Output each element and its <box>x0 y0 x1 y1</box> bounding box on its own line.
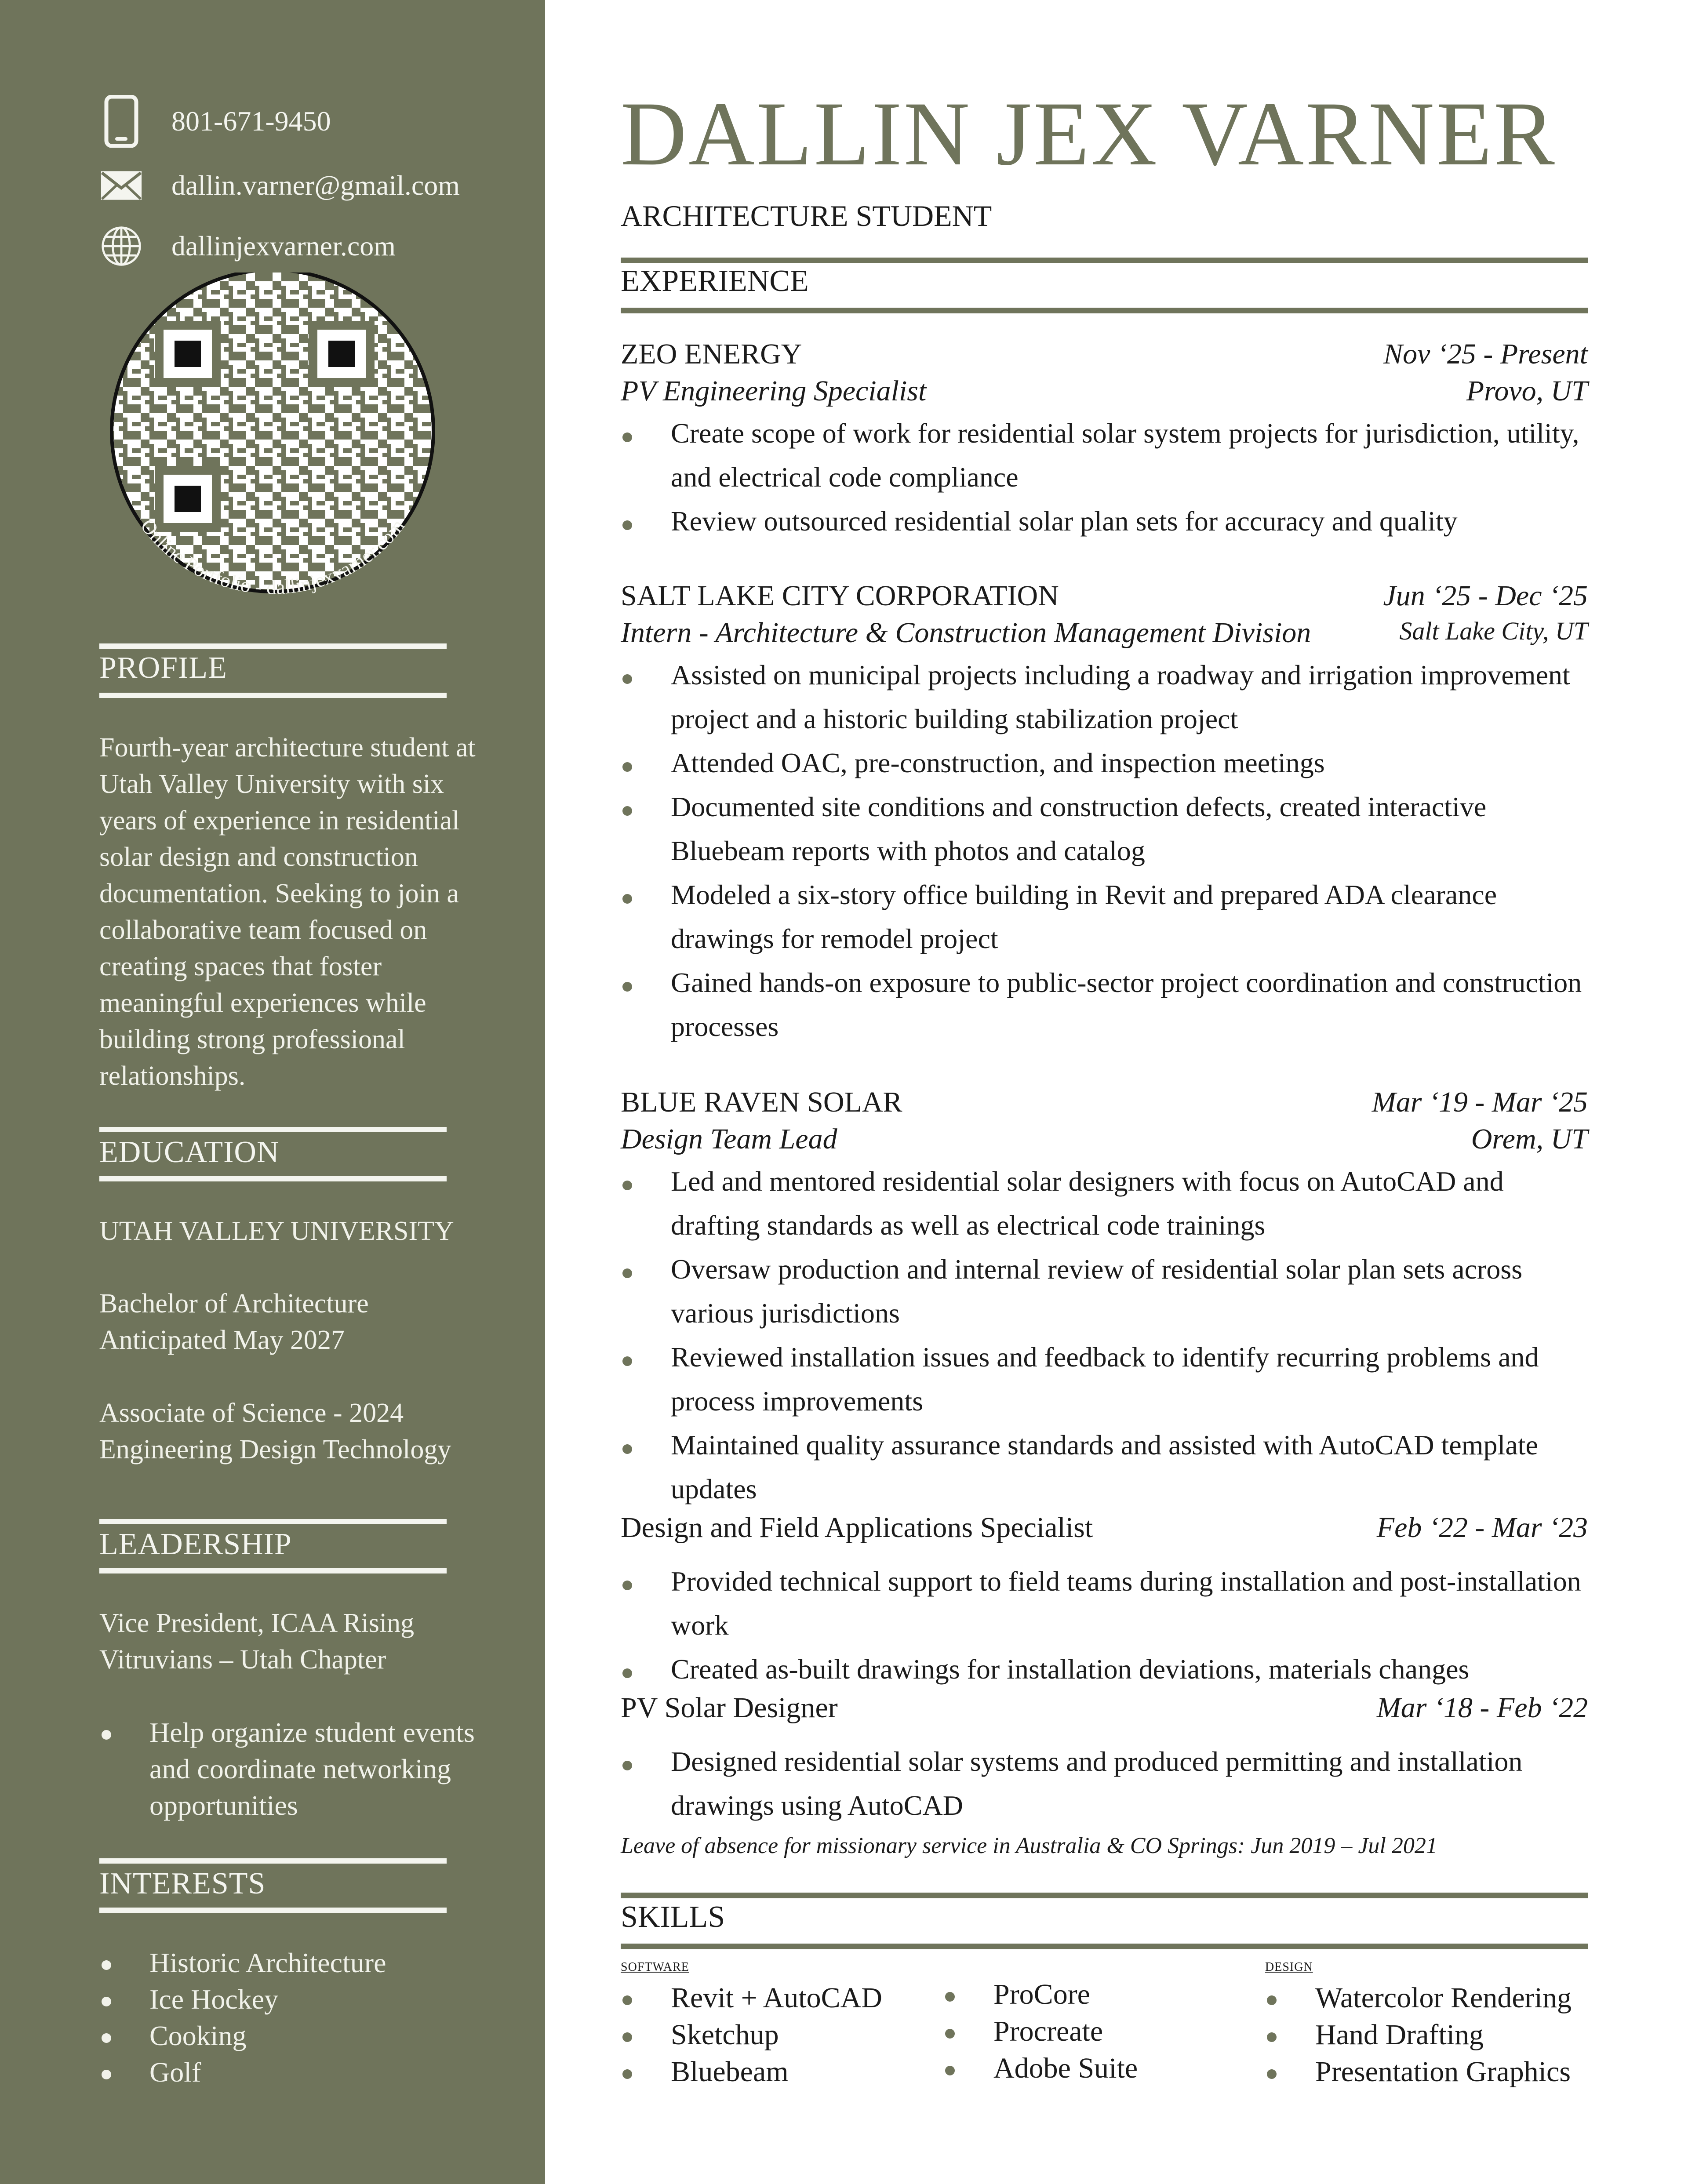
job-bullet: Review outsourced residential solar plan sets for accuracy and quality <box>621 499 1588 543</box>
sub-role-bullets <box>621 1559 1588 1691</box>
interest-item: Ice Hockey <box>99 1981 386 2017</box>
skill-item: Procreate <box>943 2013 1138 2050</box>
job-role: Design Team Lead <box>621 1123 837 1155</box>
job-title: ARCHITECTURE STUDENT <box>621 199 992 233</box>
job-blue-raven-solar <box>621 1086 1588 1828</box>
job-dates: Jun ‘25 - Dec ‘25 <box>1383 580 1588 612</box>
skill-item: Sketchup <box>621 2017 882 2053</box>
education-school: UTAH VALLEY UNIVERSITY <box>99 1216 454 1246</box>
job-dates: Nov ‘25 - Present <box>1383 338 1588 370</box>
skills-software-col2 <box>943 1976 1138 2087</box>
leadership-rule-bottom <box>99 1568 447 1573</box>
interest-item: Golf <box>99 2054 386 2090</box>
education-rule-top <box>99 1127 447 1132</box>
sub-role-title: Design and Field Applications Specialist <box>621 1512 1093 1544</box>
qr-caption: Online Portfolio - dallinjexvarner.com <box>136 514 409 599</box>
contact-email[interactable] <box>100 164 460 207</box>
leadership-role-line1: Vice President, ICAA Rising <box>99 1608 415 1638</box>
job-bullet: Created as-built drawings for installation deviations, materials changes <box>621 1647 1588 1691</box>
job-dates: Mar ‘19 - Mar ‘25 <box>1372 1086 1588 1118</box>
job-bullets <box>621 653 1588 1049</box>
leadership-role-line2: Vitruvians – Utah Chapter <box>99 1645 386 1675</box>
sub-role-dates: Mar ‘18 - Feb ‘22 <box>1376 1692 1588 1724</box>
interests-heading: INTERESTS <box>99 1867 266 1901</box>
company-name: BLUE RAVEN SOLAR <box>621 1086 902 1118</box>
interests-rule-top <box>99 1858 447 1864</box>
qr-finder-top-left <box>155 321 221 387</box>
sidebar <box>0 0 545 2184</box>
company-name: ZEO ENERGY <box>621 338 802 370</box>
job-bullet: Documented site conditions and construction defects, created interactive Bluebeam reports with photos and catalog <box>621 785 1588 873</box>
job-bullet: Led and mentored residential solar designers with focus on AutoCAD and drafting standards as well as electrical code trainings <box>621 1159 1588 1247</box>
job-zeo-energy <box>621 338 1588 543</box>
phone-number: 801-671-9450 <box>171 105 331 137</box>
experience-heading: EXPERIENCE <box>621 264 809 298</box>
job-bullet: Maintained quality assurance standards and assisted with AutoCAD template updates <box>621 1423 1588 1511</box>
education-rule-bottom <box>99 1176 447 1181</box>
job-bullets <box>621 1159 1588 1511</box>
job-role: Intern - Architecture & Construction Management Division <box>621 617 1311 649</box>
experience-rule-top <box>621 258 1588 263</box>
company-name: SALT LAKE CITY CORPORATION <box>621 580 1059 612</box>
profile-heading: PROFILE <box>99 651 227 685</box>
education-degree1-date: Anticipated May 2027 <box>99 1325 345 1355</box>
leadership-heading: LEADERSHIP <box>99 1527 292 1561</box>
profile-text: Fourth-year architecture student at Utah Valley University with six years of experience in residential solar design and construction documentation. Seeking to join a collaborative team focused on creating spaces that foster meaningful experiences while building strong professional relationships. <box>99 733 476 1091</box>
skill-item: Hand Drafting <box>1265 2017 1572 2053</box>
skill-item: Bluebeam <box>621 2053 882 2090</box>
experience-rule-bottom <box>621 308 1588 313</box>
education-heading: EDUCATION <box>99 1135 280 1169</box>
job-location: Salt Lake City, UT <box>1399 617 1588 645</box>
email-address: dallin.varner@gmail.com <box>171 170 460 201</box>
sub-role <box>621 1691 1588 1740</box>
interest-item: Historic Architecture <box>99 1944 386 1981</box>
skills-rule-top <box>621 1893 1588 1898</box>
sub-role-bullets <box>621 1740 1588 1828</box>
skills-heading: SKILLS <box>621 1900 725 1934</box>
skill-item: ProCore <box>943 1976 1138 2013</box>
interests-list <box>99 1944 386 2090</box>
sub-role <box>621 1511 1588 1559</box>
job-bullet: Gained hands-on exposure to public-sector project coordination and construction processes <box>621 961 1588 1049</box>
skills-design-label: DESIGN <box>1265 1960 1313 1974</box>
qr-finder-bottom-left <box>155 466 221 532</box>
job-bullet: Oversaw production and internal review of residential solar plan sets across various jurisdictions <box>621 1247 1588 1335</box>
leadership-bullet: Help organize student events and coordinate networking opportunities <box>99 1714 491 1824</box>
job-bullet: Provided technical support to field teams during installation and post-installation work <box>621 1559 1588 1647</box>
job-bullet: Attended OAC, pre-construction, and inspection meetings <box>621 741 1588 785</box>
sub-role-title: PV Solar Designer <box>621 1692 838 1724</box>
contact-phone[interactable] <box>100 100 331 142</box>
job-bullet: Create scope of work for residential solar system projects for jurisdiction, utility, and electrical code compliance <box>621 411 1588 499</box>
job-bullets <box>621 411 1588 543</box>
profile-rule-bottom <box>99 693 447 698</box>
leadership-rule-top <box>99 1519 447 1524</box>
interest-item: Cooking <box>99 2017 386 2054</box>
phone-icon <box>100 100 142 142</box>
job-location: Provo, UT <box>1466 375 1588 407</box>
contact-website[interactable] <box>100 225 396 267</box>
qr-finder-top-right <box>309 321 375 387</box>
skill-item: Watercolor Rendering <box>1265 1980 1572 2017</box>
sub-role-dates: Feb ‘22 - Mar ‘23 <box>1376 1512 1588 1544</box>
skills-software-label: SOFTWARE <box>621 1960 689 1974</box>
job-bullet: Assisted on municipal projects including a roadway and irrigation improvement project and a historic building stabilization project <box>621 653 1588 741</box>
profile-rule-top <box>99 643 447 649</box>
skill-item: Adobe Suite <box>943 2050 1138 2087</box>
education-degree2: Associate of Science - 2024 <box>99 1398 404 1428</box>
mail-icon <box>100 164 142 207</box>
globe-icon <box>100 225 142 267</box>
leadership-list <box>99 1714 491 1824</box>
website-url: dallinjexvarner.com <box>171 230 396 262</box>
education-degree2-field: Engineering Design Technology <box>99 1435 451 1464</box>
job-bullet: Designed residential solar systems and produced permitting and installation drawings using AutoCAD <box>621 1740 1588 1828</box>
skills-software-col1 <box>621 1980 882 2090</box>
skill-item: Presentation Graphics <box>1265 2053 1572 2090</box>
job-bullet: Modeled a six-story office building in Revit and prepared ADA clearance drawings for remodel project <box>621 873 1588 961</box>
job-location: Orem, UT <box>1471 1123 1588 1155</box>
job-salt-lake-city <box>621 579 1588 1049</box>
portfolio-qr[interactable] <box>106 273 440 607</box>
page-title: DALLIN JEX VARNER <box>621 83 1557 184</box>
skill-item: Revit + AutoCAD <box>621 1980 882 2017</box>
job-role: PV Engineering Specialist <box>621 375 927 407</box>
leave-note: Leave of absence for missionary service in Australia & CO Springs: Jun 2019 – Jul 2021 <box>621 1833 1437 1858</box>
interests-rule-bottom <box>99 1908 447 1913</box>
job-bullet: Reviewed installation issues and feedback to identify recurring problems and process improvements <box>621 1335 1588 1423</box>
skills-rule-bottom <box>621 1944 1588 1949</box>
education-degree1: Bachelor of Architecture <box>99 1289 369 1319</box>
skills-design-col <box>1265 1980 1572 2090</box>
